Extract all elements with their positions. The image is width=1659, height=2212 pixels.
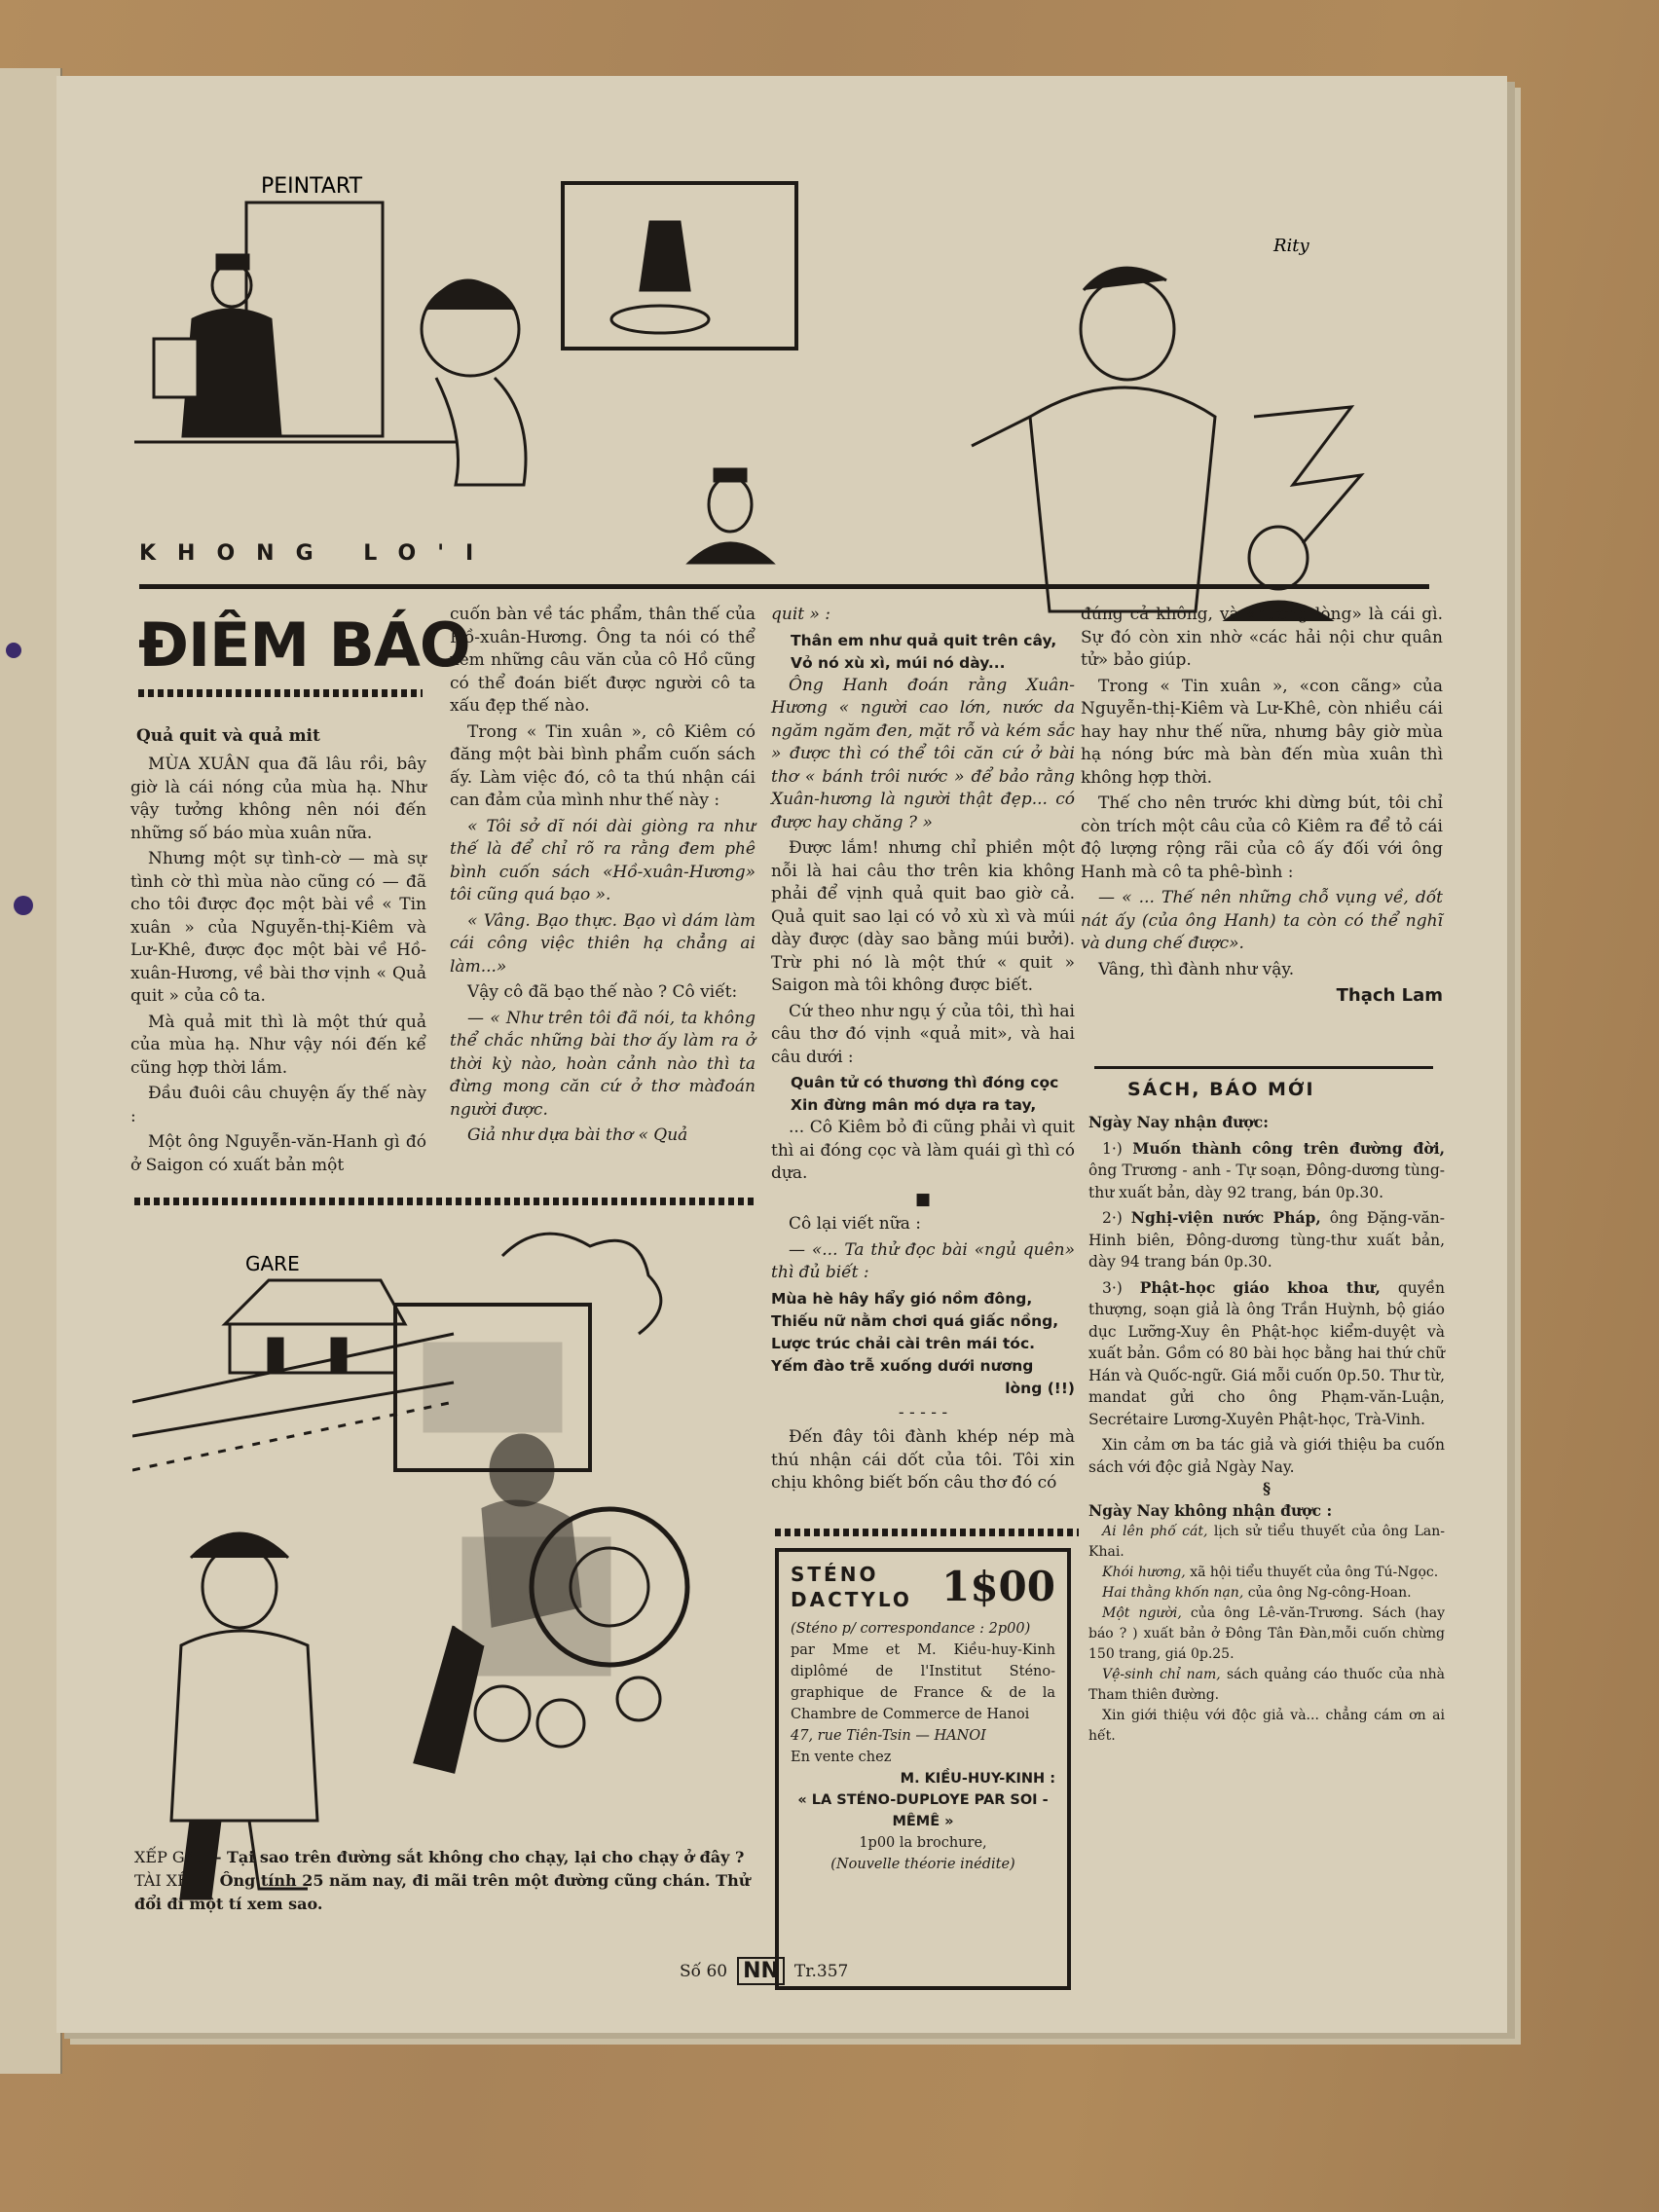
paragraph: Đầu đuôi câu chuyện ấy thế này : [130, 1084, 426, 1126]
paragraph: Mà quả mit thì là một thứ quả của mùa hạ. Như vậy nói đến kể cũng hợp thời lắm. [130, 1012, 426, 1078]
column-3 [771, 604, 1075, 1498]
header-rule [139, 584, 1429, 589]
list-item [1088, 1563, 1445, 1583]
quote: « Tôi sở dĩ nói dài giòng ra như thế là để chỉ rõ ra rằng đem phê bình cuốn sách «Hồ-xuân-Hương» tôi cũng quá bạo ». [450, 816, 756, 904]
paragraph: Một ông Nguyễn-văn-Hanh gì đó ở Saigon có xuất bản một [130, 1132, 426, 1175]
verse [771, 1288, 1075, 1400]
list-item [1088, 1522, 1445, 1563]
ad-header [791, 1562, 1055, 1612]
verse [771, 1072, 1075, 1117]
quote: — « Như trên tôi đã nói, ta không thể chắc những bài thơ ấy làm ra ở thời kỳ nào, hoàn cảnh nào thì ta đừng mong căn cứ ở thơ màđoán người được. [450, 1008, 756, 1120]
ad-address: 47, rue Tiên-Tsin — HANOI [791, 1728, 986, 1744]
item-number: 3·) [1102, 1278, 1123, 1297]
quote: — « ... Thế nên những chỗ vụng về, dốt nát ấy (của ông Hanh) ta còn có thể nghĩ và dung chế được». [1081, 888, 1443, 953]
speech-text: — Tại sao trên đường sắt không cho chạy, lại cho chạy ở đây ? [205, 1848, 745, 1866]
ngay-nay-logo: NN [737, 1957, 785, 1985]
book-details: ông Trương - anh - Tự soạn, Đông-dương tùng-thư xuất bản, dày 92 trang, bán 0p.30. [1088, 1161, 1445, 1201]
ad-subprice: (Sténo p/ correspondance : 2p00) [791, 1621, 1031, 1637]
cartoon-caption: KHONG LO'I [139, 541, 496, 566]
book-title: Muốn thành công trên đường đời, [1132, 1138, 1445, 1158]
verse-line: Yếm đào trễ xuống dưới nương [771, 1356, 1034, 1375]
column-1 [130, 754, 426, 1180]
caption-line [134, 1869, 757, 1916]
paragraph: Cứ theo như ngụ ý của tôi, thì hai câu thơ đó vịnh «quả mit», và hai câu dưới : [771, 1001, 1075, 1067]
book-item [1088, 1207, 1445, 1273]
ad-seller: M. KIỀU-HUY-KINH : [900, 1771, 1055, 1787]
caption-line [134, 1846, 757, 1869]
ad-body [791, 1618, 1055, 1875]
not-received-heading: Ngày Nay không nhận được : [1088, 1500, 1333, 1520]
paragraph: cuốn bàn về tác phẩm, thân thế của Hồ-xuân-Hương. Ông ta nói có thể xem những câu văn của cô Hồ cũng có thể đoán biết được người cô ta xấu đẹp thế nào. [450, 605, 756, 716]
ad-brochure-price: 1p00 la brochure, [859, 1835, 987, 1851]
paragraph: Trong « Tin xuân », «con cãng» của Nguyễn-thị-Kiêm và Lư-Khê, còn nhiều cái hay hay như thế nữa, nhưng bây giờ mùa hạ nóng bức mà bàn đến mùa xuân thì không hợp thời. [1081, 676, 1443, 788]
verse-line: Quân tử có thương thì đóng cọc [791, 1074, 1059, 1091]
verse-line: Mùa hè hây hẩy gió nồm đông, [771, 1289, 1033, 1308]
previous-page-edge [0, 68, 62, 2074]
quote: — «... Ta thử đọc bài «ngủ quên» thì đủ biết : [771, 1239, 1075, 1282]
section-divider [134, 1198, 757, 1205]
book-title: Một người, [1102, 1605, 1182, 1621]
paragraph: ... Cô Kiêm bỏ đi cũng phải vì quit thì ai đóng cọc và làm quái gì thì có dựa. [771, 1118, 1075, 1183]
author-signature: Thạch Lam [1336, 985, 1443, 1006]
page-number: Tr.357 [793, 1961, 849, 1981]
paragraph: Nhưng một sự tình-cờ — mà sự tình cờ thì mùa nào cũng có — đã cho tôi được đọc một bài về « Tin xuân » của Nguyễn-thị-Kiêm và Lư-Khê, được đọc một bài về Hồ-xuân-Hương, về bài thơ vịnh « Quả quit » của cô ta. [130, 849, 426, 1006]
ad-divider [775, 1529, 1079, 1536]
artist-signature: Rity [1273, 236, 1309, 256]
speech-text: — Ông tính 25 năm nay, đi mãi trên một đường cũng chán. Thử đổi đi một tí xem sao. [134, 1871, 751, 1913]
new-books-column [1088, 1112, 1445, 1747]
thanks-text: Xin cảm ơn ba tác giả và giới thiệu ba cuốn sách với độc giả Ngày Nay. [1088, 1436, 1445, 1476]
received-heading: Ngày Nay nhận được: [1088, 1113, 1269, 1131]
quote: « Vâng. Bạo thực. Bạo vì dám làm cái công việc thiên hạ chẳng ai làm...» [450, 910, 756, 977]
ad-price: 1$00 [941, 1563, 1055, 1610]
sign-text: PEINTART [261, 174, 363, 199]
ad-title-line: STÉNO [791, 1563, 879, 1586]
column-2 [450, 604, 756, 1151]
book-title: Ai lên phố cát, [1102, 1524, 1208, 1539]
paragraph: Đến đây tôi đành khép nép mà thú nhận cái dốt của tôi. Tôi xin chịu không biết bốn câu thơ đó có [771, 1427, 1075, 1493]
book-details: sách quảng cáo thuốc của nhà Tham thiên đường. [1088, 1667, 1446, 1703]
ink-spot [6, 643, 21, 658]
book-item [1088, 1138, 1445, 1204]
ink-spot [14, 896, 33, 915]
book-details: lịch sử tiểu thuyết của ông Lan-Khai. [1088, 1524, 1445, 1560]
verse-line: Lược trúc chải cài trên mái tóc. [771, 1334, 1036, 1352]
speaker-label: XẾP GA. [134, 1848, 202, 1866]
book-details: của ông Ng-công-Hoan. [1247, 1585, 1412, 1601]
verse [771, 630, 1075, 675]
page-title: ĐIÊM BÁO [138, 609, 470, 681]
speaker-label: TÀI XẾ. [134, 1871, 194, 1890]
book-details: ông Đặng-văn-Hinh biên, Đông-dương tùng-thư xuất bản, dày 94 trang bán 0p.30. [1088, 1209, 1446, 1271]
list-item [1088, 1665, 1445, 1706]
station-sign: GARE [245, 1252, 300, 1275]
steno-advertisement [775, 1548, 1071, 1990]
section-title: SÁCH, BÁO MỚI [1127, 1079, 1315, 1100]
book-item [1088, 1277, 1445, 1431]
separator-mark: § [1262, 1479, 1272, 1497]
closing-text: Xin giới thiệu với độc giả và... chẳng cám ơn ai hết. [1088, 1708, 1445, 1744]
separator-mark: ■ [914, 1189, 932, 1209]
book-title: Khói hương, [1102, 1565, 1186, 1580]
book-title: Phật-học giáo khoa thư, [1139, 1277, 1381, 1297]
ad-title [791, 1562, 912, 1612]
verse-line: Thân em như quả quit trên cây, [791, 631, 1057, 649]
paragraph: MÙA XUÂN qua đã lâu rồi, bây giờ là cái nóng của mùa hạ. Như vậy tưởng không nên nói đến những số báo mùa xuân nữa. [130, 755, 426, 843]
quote: Giả như dựa bài thơ « Quả [467, 1125, 688, 1145]
ad-note: (Nouvelle théorie inédite) [830, 1857, 1015, 1872]
book-title: Vệ-sinh chỉ nam, [1102, 1667, 1221, 1682]
bottom-cartoon [132, 1217, 756, 1928]
ad-vente: En vente chez [791, 1750, 892, 1765]
book-title: Nghị-viện nước Pháp, [1130, 1208, 1321, 1227]
article-subtitle: Quả quit và quả mit [136, 726, 320, 746]
title-underline [138, 689, 423, 697]
ad-book-title: « LA STÉNO-DUPLOYE PAR SOI - MÊMÊ » [797, 1792, 1049, 1829]
item-number: 1·) [1102, 1139, 1123, 1158]
book-details: quyền thượng, soạn giả là ông Trần Huỳnh, bộ giáo dục Lưỡng-Xuy ên Phật-học kiểm-duyệt và xuất bản. Gồm có 80 bài học bằng hai thứ chữ Hán và Quốc-ngữ. Giá mỗi cuốn 0p.50. Thư từ, mandat gửi cho ông Phạm-văn-Luận, Secrétaire Lương-Xuyên Phật-học, Trà-Vinh. [1088, 1278, 1445, 1428]
cartoon-caption [134, 1846, 757, 1916]
item-number: 2·) [1102, 1209, 1123, 1227]
paragraph: đúng cả không, và «nương lòng» là cái gì. Sự đó còn xin nhờ «các hải nội chư quân tử» bảo giúp. [1081, 605, 1443, 670]
section-rule [1094, 1066, 1433, 1069]
paragraph: Trong « Tin xuân », cô Kiêm có đăng một bài bình phẩm cuốn sách ấy. Làm việc đó, cô ta thú nhận cái can đảm của mình như thế này : [450, 721, 756, 810]
list-item [1088, 1583, 1445, 1604]
ad-title-line: DACTYLO [791, 1588, 912, 1611]
book-title: Hai thằng khốn nạn, [1102, 1585, 1244, 1601]
newspaper-page [56, 76, 1507, 2033]
paragraph: Thế cho nên trước khi dừng bút, tôi chỉ còn trích một câu của cô Kiêm ra để tỏ cái độ lượng rộng rãi của cô ấy đối với ông Hanh mà cô ta phê-bình : [1081, 793, 1443, 882]
verse-line: Vỏ nó xù xì, múi nó dày... [791, 653, 1006, 672]
issue-number: Số 60 [680, 1961, 728, 1981]
verse-line: Xin đừng mân mó dựa ra tay, [791, 1096, 1037, 1114]
paragraph: Được lắm! nhưng chỉ phiền một nỗi là hai câu thơ trên kia không phải để vịnh quả quit bao giờ cả. Quả quit sao lại có vỏ xù xì và múi dày được (dày sao bằng múi bưởi). Trừ phi nó là một thứ « quit » Saigon mà tôi không được biết. [771, 838, 1075, 995]
verse-line: Thiếu nữ nằm chơi quá giấc nồng, [771, 1311, 1059, 1330]
not-received-list [1088, 1522, 1445, 1747]
page-footer [680, 1957, 933, 1985]
book-details: xã hội tiểu thuyết của ông Tú-Ngọc. [1190, 1565, 1439, 1580]
ad-description: par Mme et M. Kiều-huy-Kinh diplômé de l'Institut Sténo-graphique de France & de la Chambre de Commerce de Hanoi [791, 1642, 1055, 1722]
paragraph: Cô lại viết nữa : [789, 1214, 921, 1234]
book-details: của ông Lê-văn-Trương. Sách (hay báo ? ) xuất bản ở Đông Tân Đàn,mỗi cuốn chừng 150 trang, giá 0p.25. [1088, 1605, 1445, 1662]
column-4 [1081, 604, 1443, 1008]
verse-line: lòng (!!) [1005, 1379, 1075, 1397]
paragraph: quit » : [771, 605, 831, 624]
paragraph: Vậy cô đã bạo thế nào ? Cô viết: [467, 982, 738, 1002]
separator-mark: - - - - - [898, 1402, 948, 1422]
quote: Ông Hanh đoán rằng Xuân-Hương « người cao lớn, nước da ngăm ngăm đen, mặt rỗ và kém sắc » được thì có thể tôi căn cứ ở bài thơ « bánh trôi nước » để bảo rằng Xuân-hương là người thật đẹp... có được hay chăng ? » [771, 675, 1075, 832]
list-item [1088, 1604, 1445, 1665]
paragraph: Vâng, thì đành như vậy. [1098, 959, 1295, 979]
